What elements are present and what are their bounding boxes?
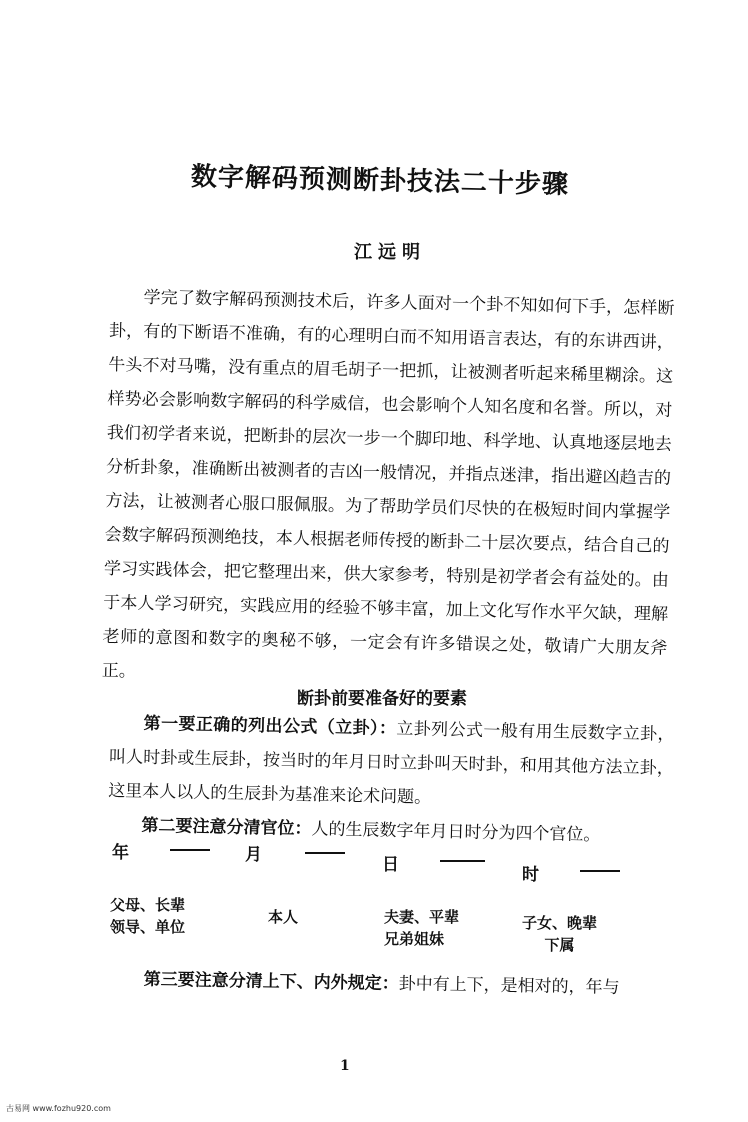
rule-3-label: 第三要注意分清上下、内外规定： <box>143 969 399 995</box>
palace-row <box>110 838 630 885</box>
rule-2-label: 第二要注意分清官位： <box>141 815 312 840</box>
palace-month: 月 <box>245 845 262 865</box>
rules-section <box>107 706 675 854</box>
watermark: 古易网 www.fozhu920.com <box>6 1104 111 1113</box>
role-month-line1: 本人 <box>268 908 299 926</box>
role-day-line2: 兄弟姐妹 <box>384 930 445 948</box>
rule-1 <box>108 706 675 820</box>
intro-section <box>101 280 674 700</box>
author-name: 江远明 <box>354 242 426 263</box>
role-day-line1: 夫妻、平辈 <box>384 908 460 926</box>
role-year-line2: 领导、单位 <box>110 918 186 936</box>
role-hour <box>522 912 597 956</box>
role-year-line1: 父母、长辈 <box>110 896 186 914</box>
palace-dash <box>440 860 485 862</box>
palace-dash <box>580 870 620 872</box>
rule-3-text: 卦中有上下，是相对的，年与 <box>398 974 620 998</box>
palace-day: 日 <box>382 855 399 875</box>
palace-hour: 时 <box>522 865 539 885</box>
rule-3-section <box>109 962 675 1006</box>
rule-2-text: 人的生辰数字年月日时分为四个官位。 <box>311 819 601 846</box>
palace-dash <box>170 849 210 851</box>
role-day <box>384 906 459 950</box>
rule-1-text: 立卦列公式一般有用生辰数字立卦，叫人时卦或生辰卦，按当时的年月日时立卦叫天时卦，和用其他方法立卦，这里本人以人的生辰卦为基准来论术问题。 <box>108 719 675 808</box>
palace-year: 年 <box>112 843 129 863</box>
page-number: 1 <box>340 1058 350 1074</box>
role-hour-line1: 子女、晚辈 <box>522 914 598 932</box>
palace-dash <box>305 852 345 854</box>
document-title: 数字解码预测断卦技法二十步骤 <box>190 162 570 200</box>
role-year <box>110 894 185 938</box>
rule-3 <box>109 962 675 1006</box>
intro-paragraph: 学完了数字解码预测技术后，许多人面对一个卦不知如何下手，怎样断卦，有的下断语不准确，有的心理明白而不知用语言表达，有的东讲西讲，牛头不对马嘴，没有重点的眉毛胡子一把抓，让被测者听起来稀里糊涂。这样势必会影响数字解码的科学威信，也会影响个人知名度和名誉。所以，对我们初学者来说，把断卦的层次一步一个脚印地、科学地、认真地逐层地去分析卦象，准确断出被测者的吉凶一般情况，并指点迷津，指出避凶趋吉的方法，让被测者心服口服佩服。为了帮助学员们尽快的在极短时间内掌握学会数字解码预测绝技，本人根据老师传授的断卦二十层次要点，结合自己的学习实践体会，把它整理出来，供大家参考，特别是初学者会有益处的。由于本人学习研究，实践应用的经验不够丰富，加上文化写作水平欠缺，理解老师的意图和数字的奥秘不够，一定会有许多错误之处，敬请广大朋友斧正。 <box>101 287 675 682</box>
role-month <box>268 906 298 928</box>
section-heading: 断卦前要准备好的要素 <box>297 689 467 709</box>
role-hour-line2: 下属 <box>544 936 575 954</box>
rule-1-label: 第一要正确的列出公式（立卦）： <box>143 713 397 739</box>
